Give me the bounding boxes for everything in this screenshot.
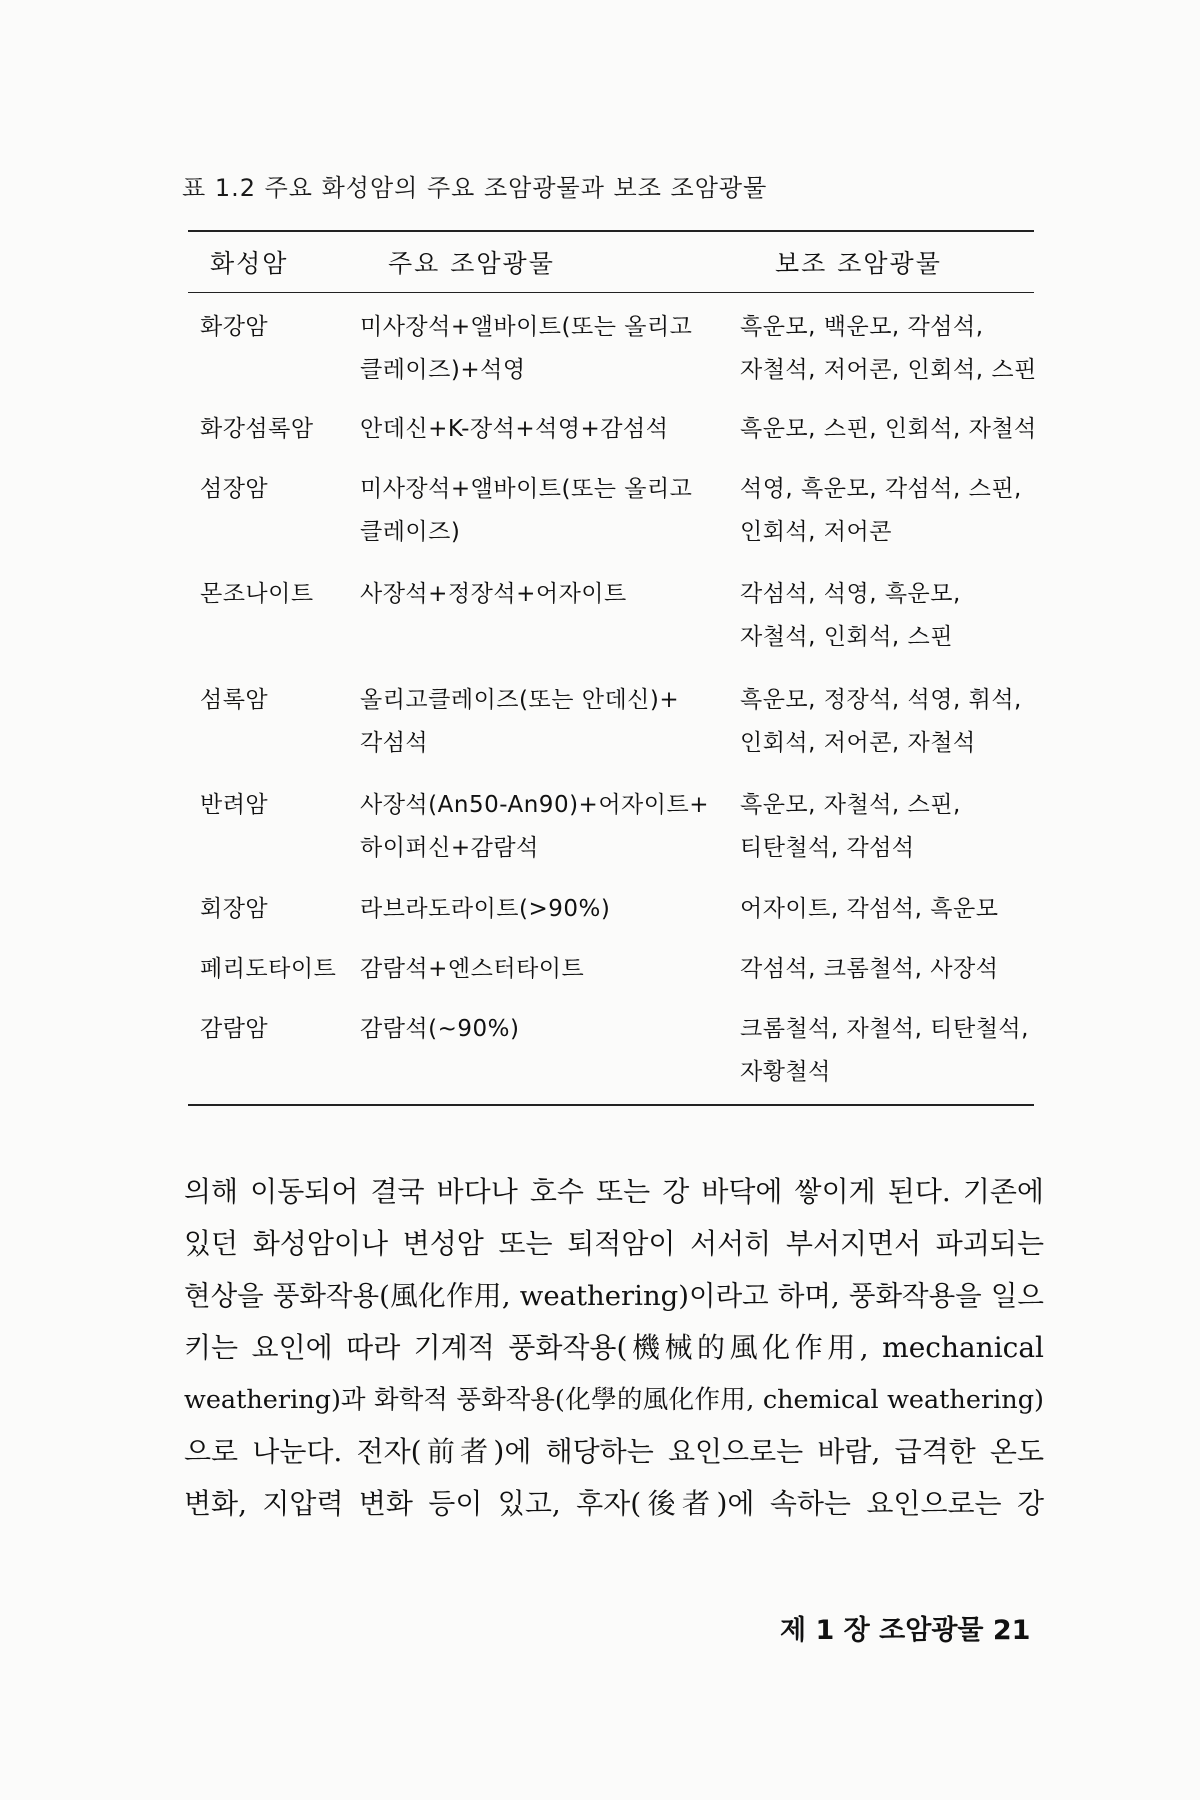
page-footer: 제 1 장 조암광물 21 xyxy=(780,1615,1031,1646)
accessory-minerals xyxy=(740,948,1040,991)
main-minerals-line: 미사장석+앨바이트(또는 올리고 xyxy=(360,314,693,340)
accessory-minerals-line: 티탄철석, 각섬석 xyxy=(740,835,915,861)
main-minerals-line: 올리고클레이즈(또는 안데신)+ xyxy=(360,687,680,713)
header-main-minerals: 주요 조암광물 xyxy=(388,249,555,278)
main-minerals xyxy=(360,888,710,931)
accessory-minerals xyxy=(740,408,1040,451)
accessory-minerals-line: 자철석, 저어콘, 인회석, 스핀 xyxy=(740,357,1037,383)
main-minerals-line: 감람석(~90%) xyxy=(360,1016,520,1042)
table-caption: 표 1.2 주요 화성암의 주요 조암광물과 보조 조암광물 xyxy=(182,174,768,202)
accessory-minerals xyxy=(740,679,1040,765)
main-minerals-line: 각섬석 xyxy=(360,730,429,756)
rock-name: 섬장암 xyxy=(200,476,269,502)
rock-name: 섬록암 xyxy=(200,687,269,713)
table-bottom-rule xyxy=(188,1104,1034,1106)
accessory-minerals-line: 각섬석, 크롬철석, 사장석 xyxy=(740,956,999,982)
paragraph-line: 의해 이동되어 결국 바다나 호수 또는 강 바닥에 쌓이게 된다. 기존에 xyxy=(184,1175,1044,1208)
accessory-minerals xyxy=(740,1008,1040,1094)
main-minerals-line: 라브라도라이트(>90%) xyxy=(360,896,611,922)
main-minerals-line: 클레이즈) xyxy=(360,519,461,545)
paragraph-line: 으로 나눈다. 전자(前者)에 해당하는 요인으로는 바람, 급격한 온도 xyxy=(184,1435,1044,1468)
rock-name: 회장암 xyxy=(200,896,269,922)
main-minerals-line: 미사장석+앨바이트(또는 올리고 xyxy=(360,476,693,502)
main-minerals xyxy=(360,573,710,616)
accessory-minerals-line: 석영, 흑운모, 각섬석, 스핀, xyxy=(740,476,1022,502)
main-minerals xyxy=(360,1008,710,1051)
main-minerals-line: 하이퍼신+감람석 xyxy=(360,835,539,861)
paragraph-line: 키는 요인에 따라 기계적 풍화작용(機械的風化作用, mechanical xyxy=(184,1331,1044,1364)
paragraph-line: 있던 화성암이나 변성암 또는 퇴적암이 서서히 부서지면서 파괴되는 xyxy=(184,1227,1044,1260)
accessory-minerals-line: 인회석, 저어콘 xyxy=(740,519,892,545)
accessory-minerals-line: 어자이트, 각섬석, 흑운모 xyxy=(740,896,999,922)
main-minerals-line: 감람석+엔스터타이트 xyxy=(360,956,585,982)
main-minerals-line: 사장석(An50-An90)+어자이트+ xyxy=(360,792,709,818)
accessory-minerals-line: 흑운모, 정장석, 석영, 휘석, xyxy=(740,687,1022,713)
table-header-rule xyxy=(188,292,1034,293)
accessory-minerals-line: 흑운모, 백운모, 각섬석, xyxy=(740,314,984,340)
body-paragraph xyxy=(184,1166,1044,1530)
accessory-minerals xyxy=(740,888,1040,931)
rock-name: 감람암 xyxy=(200,1016,269,1042)
accessory-minerals xyxy=(740,306,1040,392)
main-minerals xyxy=(360,784,710,870)
main-minerals xyxy=(360,408,710,451)
rock-name: 반려암 xyxy=(200,792,269,818)
accessory-minerals-line: 흑운모, 자철석, 스핀, xyxy=(740,792,961,818)
accessory-minerals-line: 흑운모, 스핀, 인회석, 자철석 xyxy=(740,416,1037,442)
accessory-minerals xyxy=(740,573,1040,659)
main-minerals-line: 클레이즈)+석영 xyxy=(360,357,526,383)
accessory-minerals xyxy=(740,784,1040,870)
main-minerals-line: 사장석+정장석+어자이트 xyxy=(360,581,627,607)
main-minerals xyxy=(360,306,710,392)
main-minerals xyxy=(360,679,710,765)
accessory-minerals-line: 자황철석 xyxy=(740,1059,831,1085)
paragraph-line: 현상을 풍화작용(風化作用, weathering)이라고 하며, 풍화작용을 일으 xyxy=(184,1280,1044,1312)
rock-name: 페리도타이트 xyxy=(200,956,337,982)
rock-name: 화강섬록암 xyxy=(200,416,314,442)
accessory-minerals-line: 크롬철석, 자철석, 티탄철석, xyxy=(740,1016,1029,1042)
header-rock: 화성암 xyxy=(210,249,289,278)
header-accessory-minerals: 보조 조암광물 xyxy=(775,249,942,278)
main-minerals xyxy=(360,468,710,554)
main-minerals xyxy=(360,948,710,991)
table-top-rule xyxy=(188,230,1034,232)
accessory-minerals-line: 자철석, 인회석, 스핀 xyxy=(740,624,953,650)
paragraph-line: weathering)과 화학적 풍화작용(化學的風化作用, chemical weathering) xyxy=(184,1385,1044,1415)
accessory-minerals-line: 인회석, 저어콘, 자철석 xyxy=(740,730,976,756)
main-minerals-line: 안데신+K-장석+석영+감섬석 xyxy=(360,416,669,442)
paragraph-line: 변화, 지압력 변화 등이 있고, 후자(後者)에 속하는 요인으로는 강 xyxy=(184,1487,1044,1520)
rock-name: 몬조나이트 xyxy=(200,581,314,607)
accessory-minerals-line: 각섬석, 석영, 흑운모, xyxy=(740,581,961,607)
rock-name: 화강암 xyxy=(200,314,269,340)
accessory-minerals xyxy=(740,468,1040,554)
